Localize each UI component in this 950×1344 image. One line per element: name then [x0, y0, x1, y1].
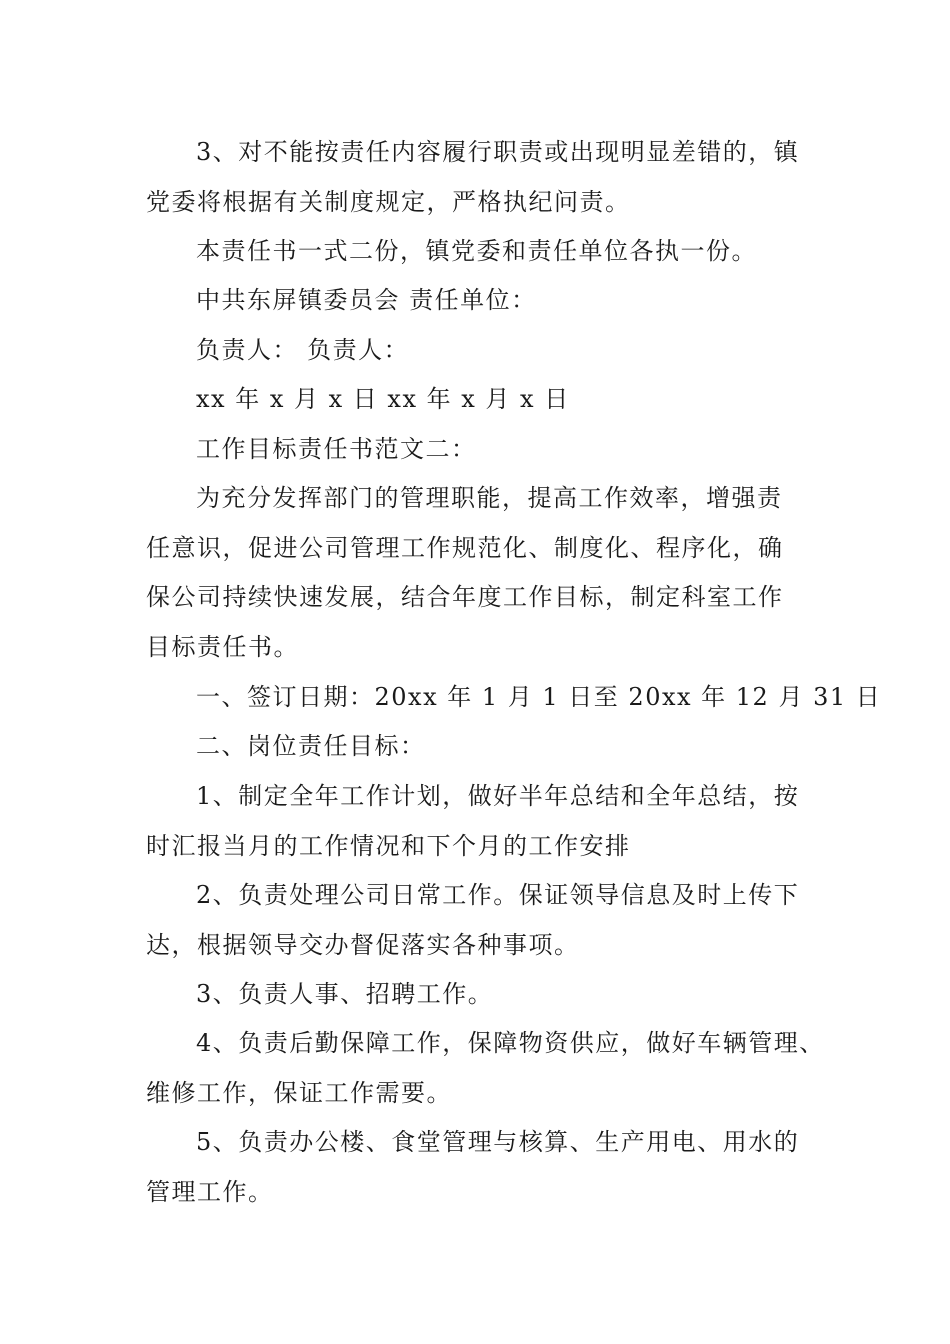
list-item-4 — [146, 1019, 836, 1118]
section-heading-sample-two — [146, 425, 836, 475]
paragraph-signing-date — [146, 673, 882, 723]
paragraph-duty-goals-heading — [146, 722, 836, 772]
list-item-1 — [146, 772, 836, 871]
text-line: 本责任书一式二份，镇党委和责任单位各执一份。 — [196, 237, 757, 265]
text-line: 3、负责人事、招聘工作。 — [196, 980, 494, 1008]
paragraph-signatory-units — [146, 276, 836, 326]
text-line: 2、负责处理公司日常工作。保证领导信息及时上传下 — [196, 881, 800, 909]
paragraph-copies — [146, 227, 836, 277]
text-line: 维修工作，保证工作需要。 — [146, 1078, 452, 1107]
text-line: 1、制定全年工作计划，做好半年总结和全年总结，按 — [196, 782, 800, 810]
paragraph-purpose — [146, 474, 836, 672]
text-line: 党委将根据有关制度规定，严格执纪问责。 — [146, 187, 631, 216]
text-line: 3、对不能按责任内容履行职责或出现明显差错的，镇 — [196, 138, 800, 166]
text-line: 4、负责后勤保障工作，保障物资供应，做好车辆管理、 — [196, 1029, 825, 1057]
list-item-3 — [146, 970, 836, 1020]
text-line: 时汇报当月的工作情况和下个月的工作安排 — [146, 831, 631, 860]
text-line: 中共东屏镇委员会 责任单位： — [196, 286, 537, 314]
list-item-5 — [146, 1118, 836, 1217]
list-item-2 — [146, 871, 836, 970]
text-line: 目标责任书。 — [146, 632, 299, 661]
text-line: 达，根据领导交办督促落实各种事项。 — [146, 930, 580, 959]
text-line: 管理工作。 — [146, 1177, 274, 1206]
text-line: 工作目标责任书范文二： — [196, 435, 477, 463]
text-line: xx 年 x 月 x 日 xx 年 x 月 x 日 — [196, 385, 570, 413]
text-line: 负责人： 负责人： — [196, 336, 410, 364]
text-line: 5、负责办公楼、食堂管理与核算、生产用电、用水的 — [196, 1128, 800, 1156]
text-line: 任意识，促进公司管理工作规范化、制度化、程序化，确 — [146, 533, 784, 562]
paragraph-dates — [146, 375, 836, 425]
paragraph-accountability — [146, 128, 836, 227]
paragraph-responsible-persons — [146, 326, 836, 376]
text-line: 一、签订日期：20xx 年 1 月 1 日至 20xx 年 12 月 31 日 — [196, 683, 882, 711]
text-line: 保公司持续快速发展，结合年度工作目标，制定科室工作 — [146, 583, 784, 611]
text-line: 为充分发挥部门的管理职能，提高工作效率，增强责 — [196, 484, 783, 512]
text-line: 二、岗位责任目标： — [196, 732, 426, 760]
